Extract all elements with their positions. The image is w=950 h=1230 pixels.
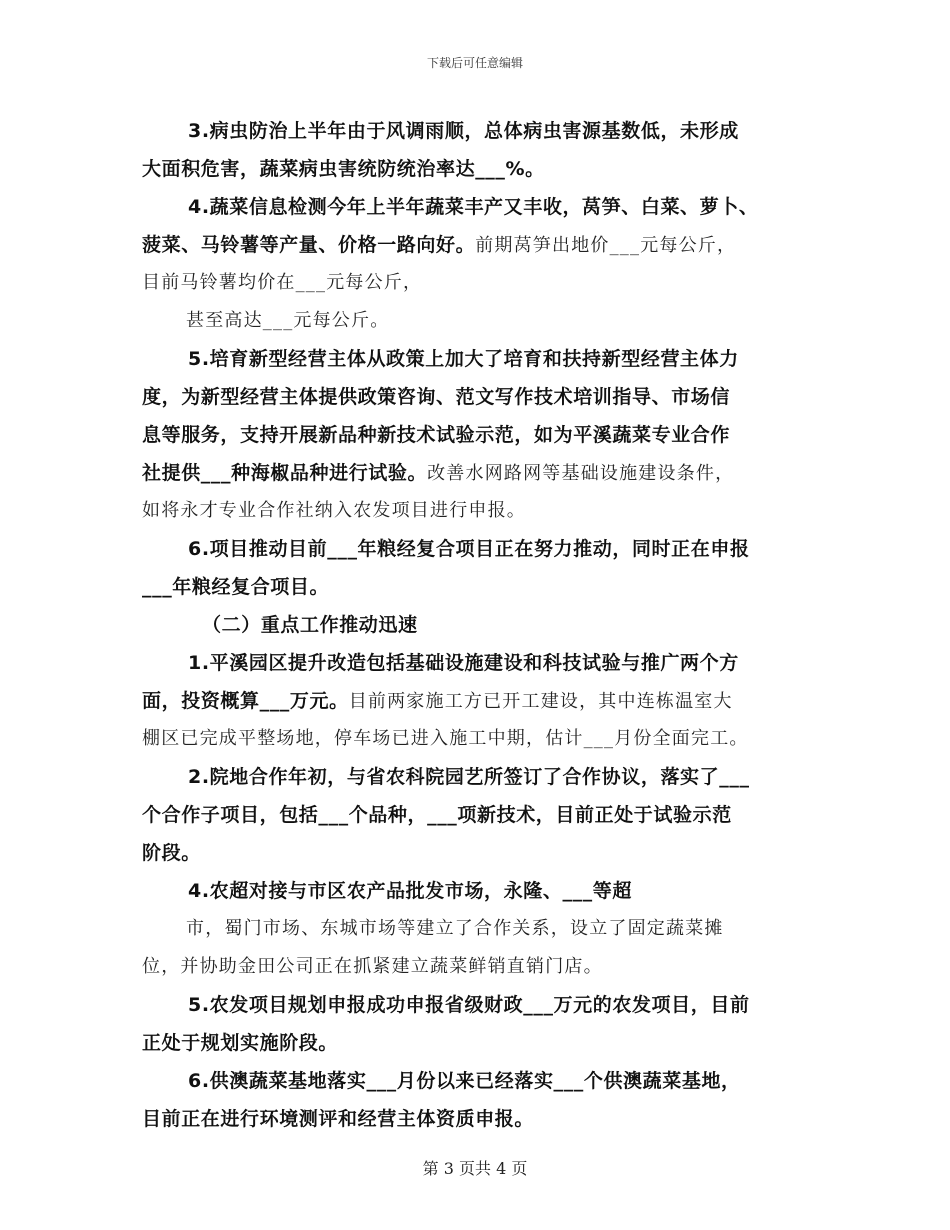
paragraph-line: 阶段。 — [142, 842, 201, 864]
paragraph-line: 社提供___种海椒品种进行试验。改善水网路网等基础设施建设条件， — [142, 462, 735, 484]
paragraph-line: 位，并协助金田公司正在抓紧建立蔬菜鲜销直销门店。 — [142, 956, 603, 977]
paragraph-line: 5.农发项目规划申报成功申报省级财政___万元的农发项目，目前 — [188, 994, 750, 1016]
paragraph-line: 4.农超对接与市区农产品批发市场，永隆、___等超 — [188, 880, 632, 902]
paragraph-line: 度，为新型经营主体提供政策咨询、范文写作技术培训指导、市场信 — [142, 386, 731, 408]
paragraph-line: 3.病虫防治上半年由于风调雨顺，总体病虫害源基数低，未形成 — [188, 120, 739, 142]
paragraph-line: 市，蜀门市场、东城市场等建立了合作关系，设立了固定蔬菜摊 — [186, 918, 724, 939]
paragraph-line: 正处于规划实施阶段。 — [142, 1032, 339, 1054]
paragraph-line: 如将永才专业合作社纳入农发项目进行申报。 — [142, 500, 526, 521]
paragraph-line: 菠菜、马铃薯等产量、价格一路向好。前期莴笋出地价___元每公斤， — [142, 234, 737, 256]
paragraph-line: 甚至高达___元每公斤。 — [186, 310, 390, 331]
paragraph-line: 大面积危害，蔬菜病虫害统防统治率达___%。 — [142, 158, 545, 180]
paragraph-line: 目前正在进行环境测评和经营主体资质申报。 — [142, 1108, 535, 1130]
paragraph-line: 面，投资概算___万元。目前两家施工方已开工建设，其中连栋温室大 — [142, 690, 733, 712]
paragraph-line: 2.院地合作年初，与省农科院园艺所签订了合作协议，落实了___ — [188, 766, 750, 788]
paragraph-line: 棚区已完成平整场地，停车场已进入施工中期，估计___月份全面完工。 — [142, 728, 749, 749]
paragraph-line: 6.项目推动目前___年粮经复合项目正在努力推动，同时正在申报 — [188, 538, 750, 560]
paragraph-line: 4.蔬菜信息检测今年上半年蔬菜丰产又丰收，莴笋、白菜、萝卜、 — [188, 196, 759, 218]
paragraph-line: 目前马铃薯均价在___元每公斤， — [142, 272, 423, 293]
paragraph-line: 1.平溪园区提升改造包括基础设施建设和科技试验与推广两个方 — [188, 652, 739, 674]
paragraph-line: ___年粮经复合项目。 — [142, 576, 330, 598]
page-header: 下载后可任意编辑 — [426, 56, 523, 70]
paragraph-line: 息等服务，支持开展新品种新技术试验示范，如为平溪蔬菜专业合作 — [142, 424, 731, 446]
section-heading: （二）重点工作推动迅速 — [202, 614, 418, 636]
document-body — [142, 112, 822, 1138]
paragraph-line: 6.供澳蔬菜基地落实___月份以来已经落实___个供澳蔬菜基地， — [188, 1070, 741, 1092]
paragraph-line: 5.培育新型经营主体从政策上加大了培育和扶持新型经营主体力 — [188, 348, 739, 370]
paragraph-line: 个合作子项目，包括___个品种，___项新技术，目前正处于试验示范 — [142, 804, 732, 826]
page-footer: 第 3 页共 4 页 — [422, 1159, 528, 1178]
